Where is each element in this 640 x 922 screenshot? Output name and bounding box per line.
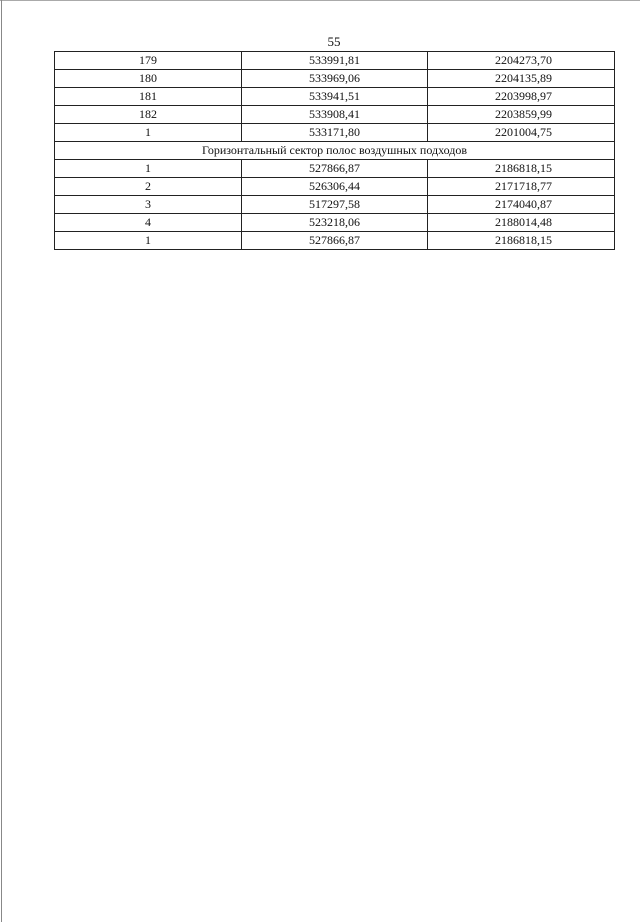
point-number-cell: 1	[55, 124, 242, 142]
point-number-cell: 1	[55, 160, 242, 178]
table-row	[55, 52, 615, 70]
page-edge-top	[0, 0, 640, 1]
point-number-cell: 3	[55, 196, 242, 214]
section-title: Горизонтальный сектор полос воздушных подходов	[55, 142, 615, 160]
point-number-cell: 179	[55, 52, 242, 70]
y-coordinate-cell: 2186818,15	[428, 160, 615, 178]
y-coordinate-cell: 2188014,48	[428, 214, 615, 232]
table-row	[55, 232, 615, 250]
table-row	[55, 160, 615, 178]
x-coordinate-cell: 533908,41	[242, 106, 428, 124]
table-row	[55, 106, 615, 124]
y-coordinate-cell: 2203998,97	[428, 88, 615, 106]
table-row	[55, 88, 615, 106]
x-coordinate-cell: 526306,44	[242, 178, 428, 196]
x-coordinate-cell: 523218,06	[242, 214, 428, 232]
y-coordinate-cell: 2201004,75	[428, 124, 615, 142]
point-number-cell: 2	[55, 178, 242, 196]
y-coordinate-cell: 2186818,15	[428, 232, 615, 250]
y-coordinate-cell: 2171718,77	[428, 178, 615, 196]
point-number-cell: 4	[55, 214, 242, 232]
x-coordinate-cell: 533969,06	[242, 70, 428, 88]
x-coordinate-cell: 527866,87	[242, 232, 428, 250]
table-row	[55, 214, 615, 232]
section-header-row	[55, 142, 615, 160]
table-row	[55, 196, 615, 214]
x-coordinate-cell: 533941,51	[242, 88, 428, 106]
x-coordinate-cell: 533171,80	[242, 124, 428, 142]
y-coordinate-cell: 2203859,99	[428, 106, 615, 124]
point-number-cell: 1	[55, 232, 242, 250]
x-coordinate-cell: 527866,87	[242, 160, 428, 178]
point-number-cell: 181	[55, 88, 242, 106]
page-edge-left	[1, 0, 2, 922]
table-row	[55, 124, 615, 142]
y-coordinate-cell: 2204273,70	[428, 52, 615, 70]
table-row	[55, 70, 615, 88]
coordinates-table	[54, 51, 615, 250]
x-coordinate-cell: 533991,81	[242, 52, 428, 70]
page-number: 55	[327, 34, 341, 49]
x-coordinate-cell: 517297,58	[242, 196, 428, 214]
table-row	[55, 178, 615, 196]
point-number-cell: 182	[55, 106, 242, 124]
y-coordinate-cell: 2204135,89	[428, 70, 615, 88]
y-coordinate-cell: 2174040,87	[428, 196, 615, 214]
point-number-cell: 180	[55, 70, 242, 88]
